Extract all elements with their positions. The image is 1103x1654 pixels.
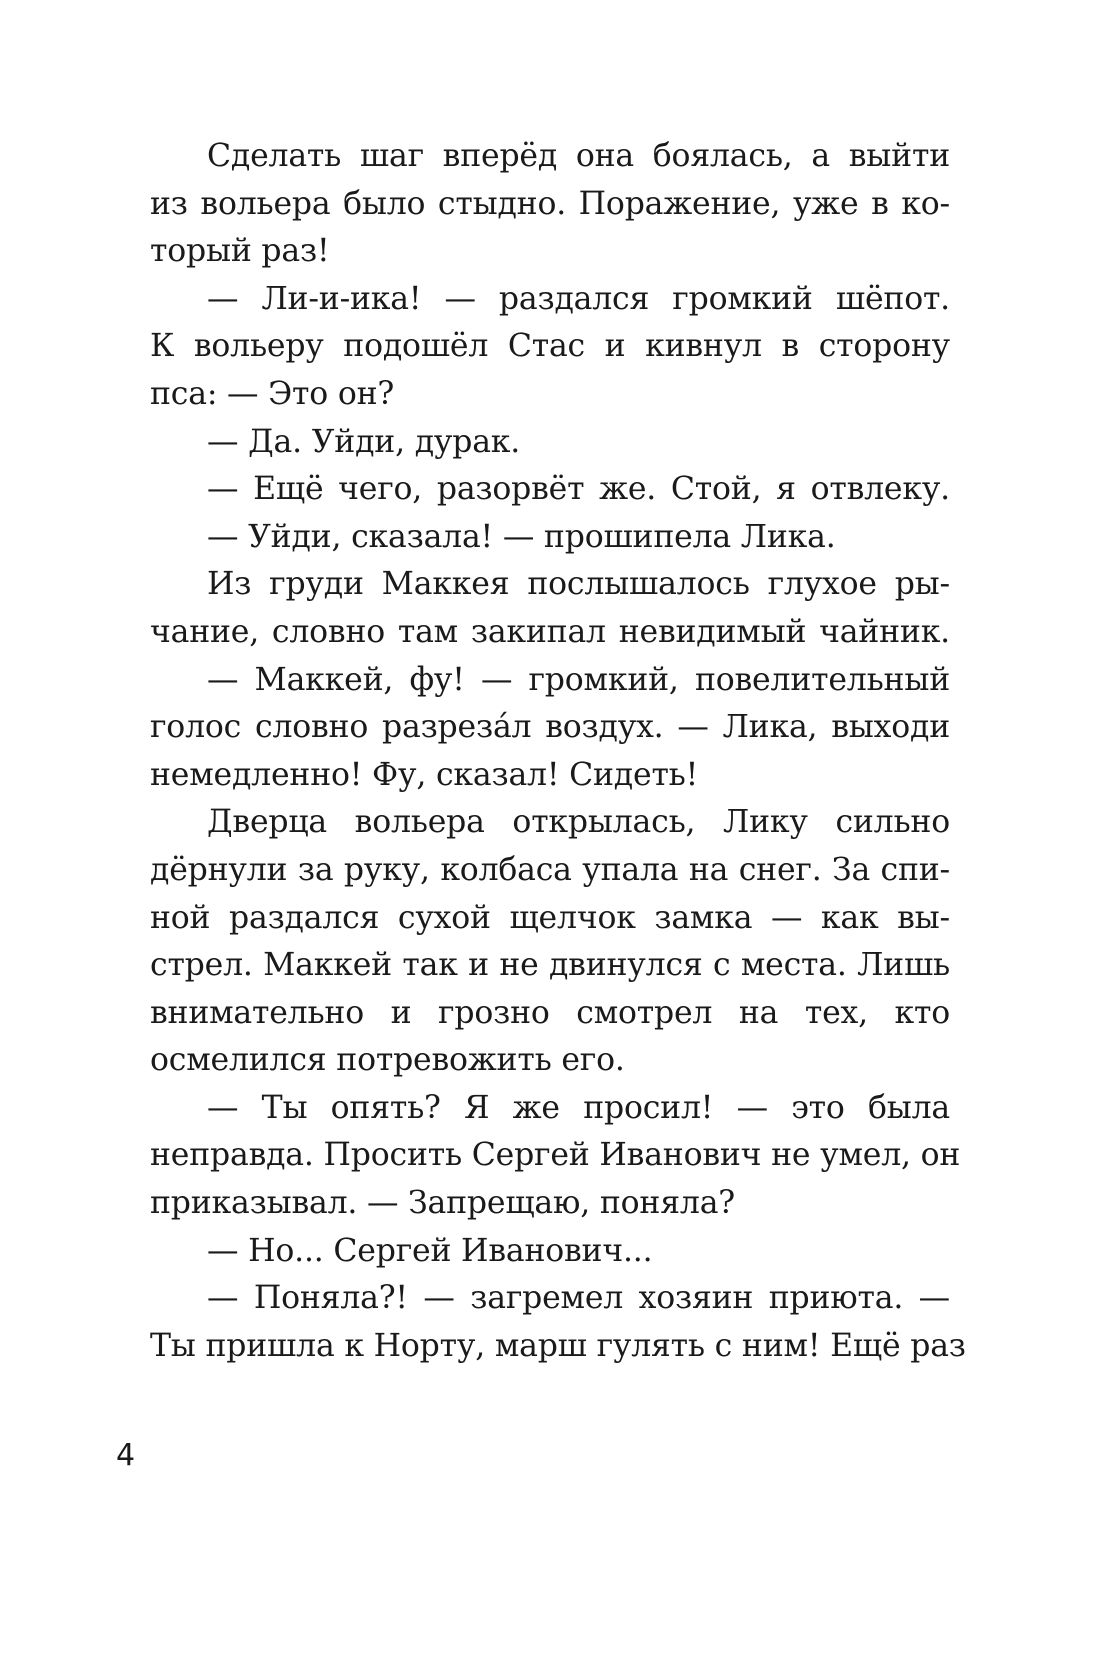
text-line: — Маккей, фу! — громкий, повелительный — [207, 661, 950, 698]
text-line: из вольера было стыдно. Поражение, уже в ко- — [150, 185, 950, 222]
text-line: неправда. Просить Сергей Иванович не умел, он — [150, 1137, 961, 1174]
text-line: Дверца вольера открылась, Лику сильно — [207, 804, 950, 841]
text-line: — Ты опять? Я же просил! — это была — [207, 1089, 950, 1126]
text-line: — Поняла?! — загремел хозяин приюта. — — [207, 1280, 950, 1317]
text-line: голос словно разреза́л воздух. — Лика, выходи — [150, 709, 950, 746]
page-text — [150, 133, 966, 1370]
page-number: 4 — [116, 1438, 136, 1473]
text-line: Ты пришла к Норту, марш гулять с ним! Ещё раз — [150, 1327, 966, 1364]
text-line: стрел. Маккей так и не двинулся с места. Лишь — [150, 947, 950, 984]
text-line: немедленно! Фу, сказал! Сидеть! — [150, 756, 699, 793]
text-line: дёрнули за руку, колбаса упала на снег. За спи- — [150, 851, 950, 888]
text-line: — Уйди, сказала! — прошипела Лика. — [207, 518, 836, 555]
text-line: торый раз! — [150, 233, 330, 270]
text-line: — Ещё чего, разорвёт же. Стой, я отвлеку. — [207, 471, 950, 508]
text-line: Из груди Маккея послышалось глухое ры- — [207, 566, 950, 603]
text-line: Сделать шаг вперёд она боялась, а выйти — [207, 138, 950, 174]
text-line: — Ли-и-ика! — раздался громкий шёпот. — [207, 280, 950, 317]
text-line: К вольеру подошёл Стас и кивнул в сторону — [150, 328, 950, 365]
text-line: внимательно и грозно смотрел на тех, кто — [150, 994, 950, 1031]
text-line: пса: — Это он? — [150, 375, 395, 412]
text-line: осмелился потревожить его. — [150, 1042, 625, 1079]
text-line: чание, словно там закипал невидимый чайник. — [150, 613, 950, 650]
text-line: — Но... Сергей Иванович... — [207, 1232, 653, 1269]
text-line: приказывал. — Запрещаю, поняла? — [150, 1185, 735, 1222]
text-line: — Да. Уйди, дурак. — [207, 423, 521, 460]
text-line: ной раздался сухой щелчок замка — как вы- — [150, 899, 950, 936]
